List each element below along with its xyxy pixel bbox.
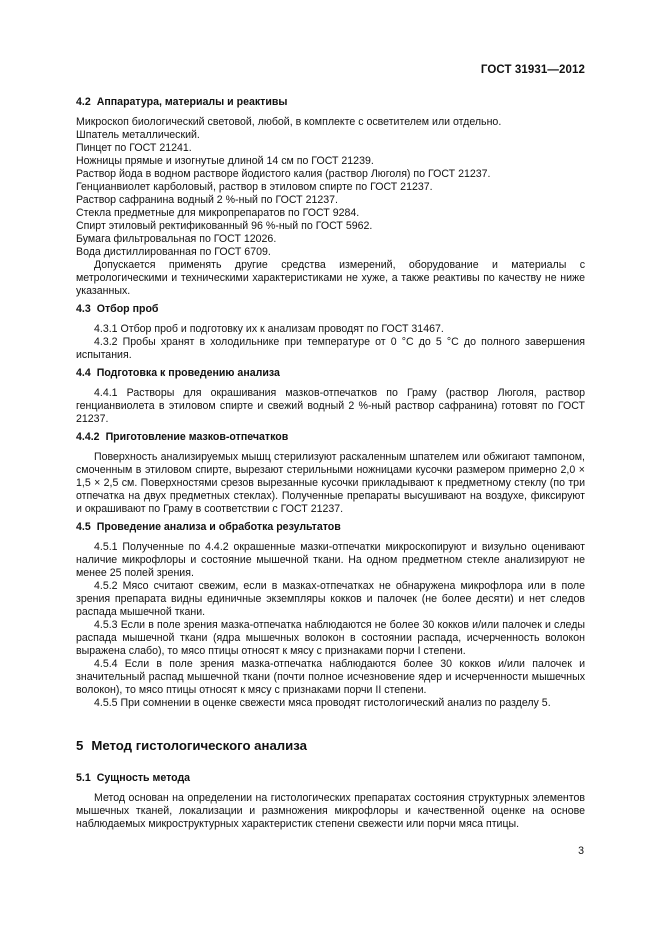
list-item: Вода дистиллированная по ГОСТ 6709. xyxy=(76,246,271,258)
paragraph: 4.5.5 При сомнении в оценке свежести мяса проводят гистологический анализ по разделу 5. xyxy=(94,697,551,709)
equipment-list xyxy=(76,116,585,259)
paragraph: Допускается применять другие средства измерений, оборудование и материалы с метрологическими и техническими характеристиками не хуже, а также реактивы по качеству не ниже указанных. xyxy=(76,259,585,297)
list-item: Раствор йода в водном растворе йодистого калия (раствор Люголя) по ГОСТ 21237. xyxy=(76,168,491,180)
list-item: Раствор сафранина водный 2 %-ный по ГОСТ 21237. xyxy=(76,194,338,206)
paragraph: 4.5.2 Мясо считают свежим, если в мазках-отпечатках не обнаружена микрофлора или в поле зрения препарата видны единичные экземпляры кокков и палочек (не более десяти) и нет следов распада мышечной ткани. xyxy=(76,580,585,618)
section-title: Аппаратура, материалы и реактивы xyxy=(96,96,288,108)
paragraph: 4.3.1 Отбор проб и подготовку их к анализам проводят по ГОСТ 31467. xyxy=(94,323,444,335)
section-5-1-heading xyxy=(76,772,585,785)
document-body xyxy=(76,96,585,831)
section-title: Отбор проб xyxy=(96,303,159,315)
section-4-4-2-heading xyxy=(76,431,585,444)
paragraph: Метод основан на определении на гистологических препаратах состояния структурных элементов мышечных тканей, локализации и размножения микрофлоры и качественной оценке на основе наблюдаемых микроструктурных характеристик степени свежести или порчи мяса птицы. xyxy=(76,792,585,830)
page-number: 3 xyxy=(578,845,584,857)
paragraph: Поверхность анализируемых мышц стерилизуют раскаленным шпателем или обжигают тампоном, смоченным в этиловом спирте, вырезают стерильными ножницами кусочки размером примерно 2,0 × 1,5 × 2,5 см. Поверхностями срезов вырезанные кусочки прикладывают к предметному стеклу (по три отпечатка на двух предметных стеклах). Полученные препараты высушивают на воздухе, фиксируют и окрашивают по Граму в соответствии с ГОСТ 21237. xyxy=(76,451,585,515)
paragraph: 4.5.3 Если в поле зрения мазка-отпечатка наблюдаются не более 30 кокков и/или палочек и следы распада мышечной ткани (ядра мышечных волокон в состоянии распада, исчерченность волокон выражена слабо), то мясо птицы относят к мясу с признаками порчи I степени. xyxy=(76,619,585,657)
list-item: Спирт этиловый ректификованный 96 %-ный по ГОСТ 5962. xyxy=(76,220,373,232)
chapter-5-heading xyxy=(76,738,585,754)
section-number: 4.4.2 xyxy=(76,431,100,443)
section-title: Подготовка к проведению анализа xyxy=(96,367,280,379)
list-item: Стекла предметные для микропрепаратов по ГОСТ 9284. xyxy=(76,207,360,219)
paragraph: 4.5.1 Полученные по 4.4.2 окрашенные мазки-отпечатки микроскопируют и визульно оценивают наличие микрофлоры и состояние мышечной ткани. На одном предметном стекле анализируют не менее 25 полей зрения. xyxy=(76,541,585,579)
section-4-5-heading xyxy=(76,521,585,534)
paragraph: 4.4.1 Растворы для окрашивания мазков-отпечатков по Граму (раствор Люголя, раствор генцианвиолета в этиловом спирте и свежий водный 2 %-ный раствор сафранина) готовят по ГОСТ 21237. xyxy=(76,387,585,425)
list-item: Микроскоп биологический световой, любой, в комплекте с осветителем или отдельно. xyxy=(76,116,502,128)
section-4-3-heading xyxy=(76,303,585,316)
section-number: 4.3 xyxy=(76,303,91,315)
chapter-number: 5 xyxy=(76,738,84,753)
section-number: 4.2 xyxy=(76,96,91,108)
list-item: Пинцет по ГОСТ 21241. xyxy=(76,142,192,154)
section-title: Приготовление мазков-отпечатков xyxy=(105,431,289,443)
section-number: 4.5 xyxy=(76,521,91,533)
section-title: Сущность метода xyxy=(96,772,191,784)
section-4-4-heading xyxy=(76,367,585,380)
standard-code: ГОСТ 31931—2012 xyxy=(480,64,585,76)
chapter-title: Метод гистологического анализа xyxy=(91,738,307,753)
list-item: Ножницы прямые и изогнутые длиной 14 см по ГОСТ 21239. xyxy=(76,155,374,167)
section-title: Проведение анализа и обработка результатов xyxy=(96,521,341,533)
section-number: 4.4 xyxy=(76,367,91,379)
list-item: Бумага фильтровальная по ГОСТ 12026. xyxy=(76,233,277,245)
paragraph: 4.3.2 Пробы хранят в холодильнике при температуре от 0 °С до 5 °С до полного завершения испытания. xyxy=(76,336,585,361)
list-item: Генцианвиолет карболовый, раствор в этиловом спирте по ГОСТ 21237. xyxy=(76,181,433,193)
section-4-2-heading xyxy=(76,96,585,109)
list-item: Шпатель металлический. xyxy=(76,129,200,141)
section-number: 5.1 xyxy=(76,772,91,784)
paragraph: 4.5.4 Если в поле зрения мазка-отпечатка наблюдаются более 30 кокков и/или палочек и значительный распад мышечной ткани (почти полное исчезновение ядер и исчерченности мышечных волокон), то мясо птицы относят к мясу с признаками порчи II степени. xyxy=(76,658,585,696)
